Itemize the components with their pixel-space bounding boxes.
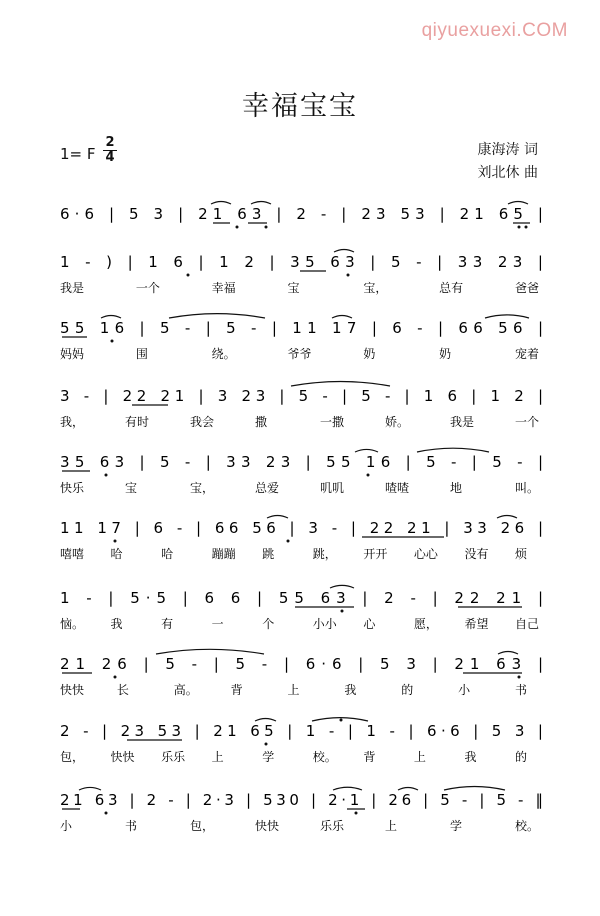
lyric-word: 心心 xyxy=(413,547,438,561)
tie-arc xyxy=(497,516,517,519)
notation-line: 55 16 | 5 - | 5 - | 11 17 | 6 - | 66 56 | xyxy=(60,319,543,337)
lyric-word: 嘻嘻 xyxy=(60,547,85,561)
notation-line: 3 - | 22 21 | 3 23 | 5 - | 5 - | 1 6 | 1 2 | xyxy=(60,387,544,405)
lyric-word: 奶 xyxy=(363,347,376,361)
lyric-word: 心 xyxy=(363,617,376,631)
key-signature: 1= F xyxy=(60,145,96,163)
tie-arc xyxy=(211,202,231,205)
tie-arc xyxy=(330,585,354,588)
lyric-word: 跳， xyxy=(312,547,337,561)
lyric-word: 我是 xyxy=(60,281,85,295)
lyric-word: 爷爷 xyxy=(287,347,312,361)
octave-dot-below xyxy=(355,812,358,815)
notation-line: 1 - ) | 1 6 | 1 2 | 35 63 | 5 - | 33 23 | xyxy=(60,253,543,271)
tie-arc xyxy=(444,786,505,790)
lyric-word: 长 xyxy=(116,683,129,697)
notation-line: 35 63 | 5 - | 33 23 | 55 16 | 5 - | 5 - | xyxy=(60,453,543,471)
octave-dot-above xyxy=(340,719,343,722)
lyric-word: 叫。 xyxy=(515,481,540,495)
tie-arc xyxy=(332,316,352,319)
tie-arc xyxy=(355,449,378,452)
lyric-word: 上 xyxy=(385,819,398,833)
octave-dot-below xyxy=(341,610,344,613)
lyric-word: 包， xyxy=(60,750,85,764)
lyric-word: 我是 xyxy=(450,415,475,429)
lyric-word: 乐乐 xyxy=(161,750,186,764)
lyric-word: 背 xyxy=(363,750,376,764)
lyric-word: 快快 xyxy=(255,819,280,833)
lyric-word: 小 xyxy=(60,819,73,833)
lyric-word: 恼。 xyxy=(60,617,85,631)
lyric-word: 我 xyxy=(344,683,357,697)
composer-credit: 刘北休 曲 xyxy=(477,165,538,181)
octave-dot-below xyxy=(236,226,239,229)
octave-dot-below xyxy=(525,226,528,229)
lyric-word: 烦 xyxy=(515,547,528,561)
lyric-word: 一个 xyxy=(515,415,540,429)
tie-arc xyxy=(508,202,528,205)
tie-arc xyxy=(334,250,354,253)
lyric-word: 快快 xyxy=(110,750,135,764)
octave-dot-below xyxy=(105,474,108,477)
lyric-word: 包， xyxy=(190,819,215,833)
lyric-word: 小小 xyxy=(312,617,337,631)
lyric-word: 总有 xyxy=(439,281,464,295)
octave-dot-below xyxy=(518,676,521,679)
octave-dot-below xyxy=(265,226,268,229)
lyric-word: 一撒 xyxy=(320,415,345,429)
lyric-word: 书 xyxy=(125,819,138,833)
lyric-word: 宠着 xyxy=(515,347,540,361)
tie-arc xyxy=(251,202,271,205)
tie-arc xyxy=(485,315,529,318)
lyric-word: 书 xyxy=(515,683,528,697)
octave-dot-below xyxy=(187,274,190,277)
octave-dot-below xyxy=(367,474,370,477)
lyric-word: 学 xyxy=(450,819,463,833)
lyric-word: 自己 xyxy=(515,617,540,631)
lyric-word: 我 xyxy=(110,617,123,631)
octave-dot-below xyxy=(347,274,350,277)
tie-arc xyxy=(101,316,121,319)
lyric-word: 我会 xyxy=(190,415,215,429)
lyricist-credit: 康海涛 词 xyxy=(477,142,538,158)
lyric-word: 宝， xyxy=(363,281,388,295)
lyric-word: 妈妈 xyxy=(60,347,85,361)
lyric-word: 背 xyxy=(230,683,243,697)
lyric-word: 哈 xyxy=(110,547,123,561)
octave-dot-below xyxy=(518,226,521,229)
lyric-word: 快乐 xyxy=(60,481,85,495)
lyric-word: 快快 xyxy=(60,683,85,697)
time-signature-top: 2 xyxy=(105,135,115,150)
lyric-word: 我 xyxy=(464,750,477,764)
lyric-word: 高。 xyxy=(173,683,198,697)
time-signature-bottom: 4 xyxy=(105,150,115,165)
octave-dot-below xyxy=(114,676,117,679)
tie-arc xyxy=(417,448,489,452)
lyric-word: 宝 xyxy=(125,481,138,495)
lyric-word: 围 xyxy=(135,347,148,361)
lyric-word: 开开 xyxy=(363,547,388,561)
tie-arc xyxy=(169,314,265,318)
lyric-word: 绕。 xyxy=(211,347,236,361)
notation-line: 21 26 | 5 - | 5 - | 6·6 | 5 3 | 21 63 | xyxy=(60,655,544,673)
octave-dot-below xyxy=(287,540,290,543)
lyric-word: 一 xyxy=(211,617,224,631)
song-title: 幸福宝宝 xyxy=(242,91,358,122)
tie-arc xyxy=(156,649,264,654)
lyric-word: 没有 xyxy=(464,547,489,561)
tie-arc xyxy=(398,788,418,791)
lyric-word: 小 xyxy=(458,683,471,697)
tie-arc xyxy=(267,515,288,518)
lyric-word: 的 xyxy=(515,750,528,764)
lyric-word: 宝 xyxy=(287,281,300,295)
lyric-word: 幸福 xyxy=(211,281,236,295)
notation-line: 21 63 | 2 - | 2·3 | 530 | 2·1 | 26 | 5 - | 5 - ‖ xyxy=(60,791,543,809)
octave-dot-below xyxy=(111,340,114,343)
octave-dot-below xyxy=(114,540,117,543)
octave-dot-below xyxy=(265,743,268,746)
lyric-word: 蹦蹦 xyxy=(211,547,236,561)
lyric-word: 叽叽 xyxy=(320,481,345,495)
lyric-word: 的 xyxy=(401,683,414,697)
lyric-word: 上 xyxy=(287,683,300,697)
lyric-word: 一个 xyxy=(135,281,160,295)
lyric-word: 上 xyxy=(413,750,426,764)
lyric-word: 宝， xyxy=(190,481,215,495)
notation-line: 6·6 | 5 3 | 21 63 | 2 - | 23 53 | 21 65 | xyxy=(60,205,543,223)
lyric-word: 我， xyxy=(60,415,85,429)
lyric-word: 地 xyxy=(450,481,463,495)
tie-arc xyxy=(291,382,390,386)
notation-line: 1 - | 5·5 | 6 6 | 55 63 | 2 - | 22 21 | xyxy=(60,589,544,607)
watermark: qiyuexuexi.COM xyxy=(421,20,568,41)
tie-arc xyxy=(498,652,518,655)
lyric-word: 乐乐 xyxy=(320,819,345,833)
notation-line: 2 - | 23 53 | 21 65 | 1 - | 1 - | 6·6 | 5 3 | xyxy=(60,722,543,740)
lyric-word: 学 xyxy=(262,750,275,764)
lyric-word: 校。 xyxy=(515,819,540,833)
lyric-word: 娇。 xyxy=(385,415,410,429)
lyric-word: 哈 xyxy=(161,547,174,561)
lyric-word: 上 xyxy=(211,750,224,764)
lyric-word: 爸爸 xyxy=(515,281,540,295)
tie-arc xyxy=(255,718,276,721)
lyric-word: 喳喳 xyxy=(385,481,410,495)
notation-line: 11 17 | 6 - | 66 56 | 3 - | 22 21 | 33 26 | xyxy=(60,519,544,537)
tie-arc xyxy=(79,787,101,790)
lyric-word: 愿， xyxy=(413,617,438,631)
lyric-word: 希望 xyxy=(464,617,489,631)
lyric-word: 跳 xyxy=(262,547,275,561)
lyric-word: 校。 xyxy=(312,750,337,764)
lyric-word: 有时 xyxy=(125,415,150,429)
tie-arc xyxy=(333,787,362,790)
octave-dot-below xyxy=(105,812,108,815)
lyric-word: 总爱 xyxy=(255,481,280,495)
lyric-word: 奶 xyxy=(439,347,452,361)
lyric-word: 有 xyxy=(161,617,174,631)
lyric-word: 个 xyxy=(262,617,275,631)
lyric-word: 撒 xyxy=(255,415,268,429)
